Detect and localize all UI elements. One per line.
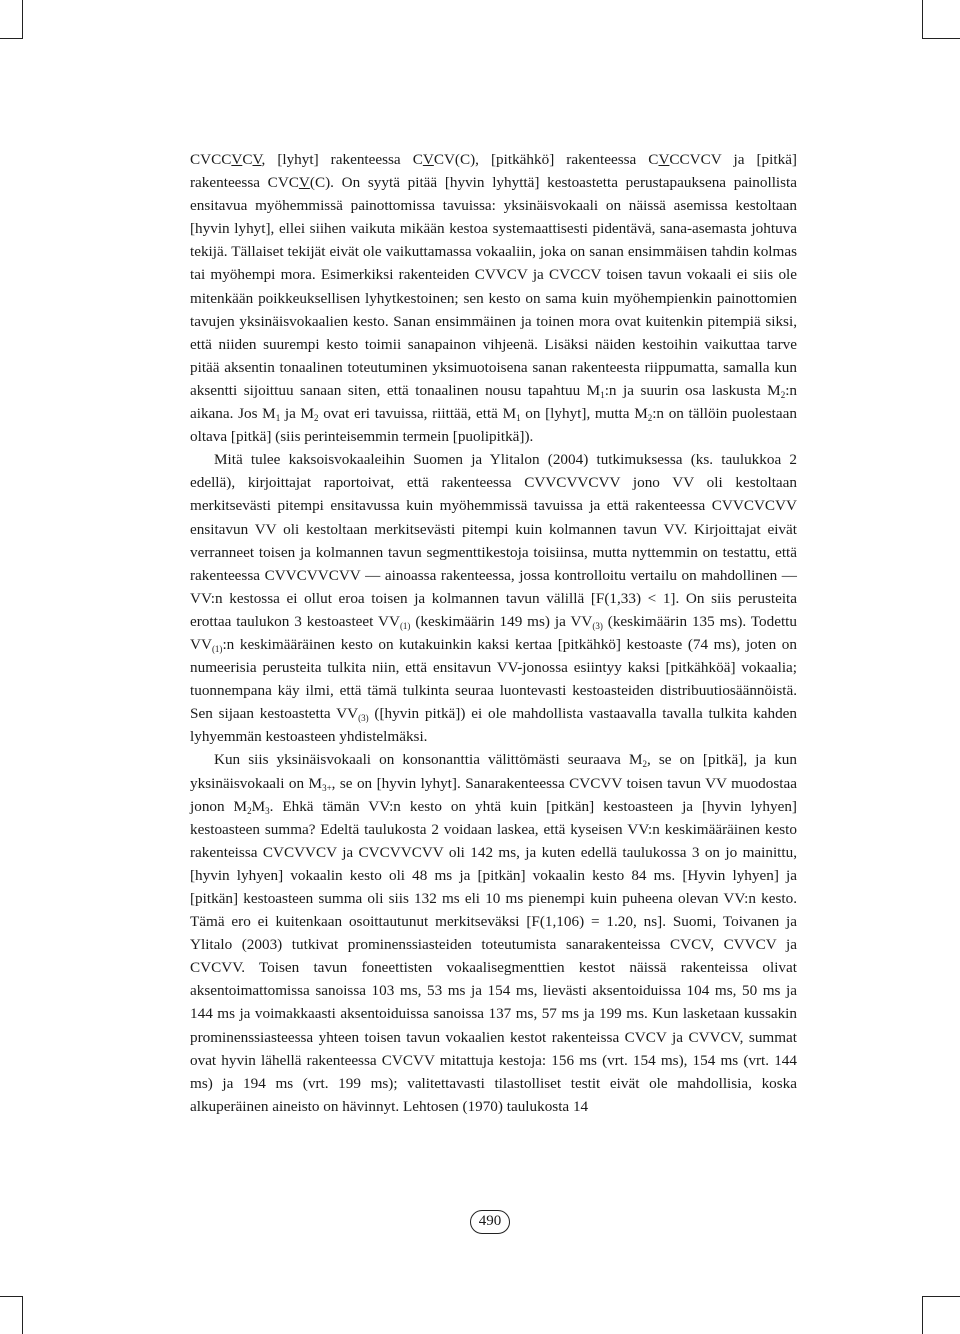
subscript: 1 (600, 389, 605, 400)
page-number: 490 (470, 1210, 510, 1234)
text-run: , se on [hyvin lyhyt]. Sanarakenteessa CVCVV toisen tavun VV muodostaa jonon M (190, 774, 797, 815)
subscript: 2 (647, 413, 653, 424)
subscript: 1 (275, 413, 281, 424)
underlined-vowel: V (298, 174, 310, 192)
text-run: , [lyhyt] rakenteessa C (261, 151, 423, 168)
text-run: on [lyhyt], mutta M (520, 405, 648, 423)
underlined-vowel: V (658, 151, 670, 168)
crop-mark-bottom-right-horizontal (922, 1296, 960, 1297)
body-text (190, 148, 797, 1118)
crop-mark-bottom-right-vertical (922, 1296, 923, 1334)
text-run: C (242, 151, 253, 168)
crop-mark-bottom-left-horizontal (0, 1296, 23, 1297)
text-run: (keskimäärin 149 ms) ja VV (410, 612, 593, 630)
paragraph-2 (190, 448, 797, 748)
text-run: M (251, 797, 266, 815)
text-run: Mitä tulee kaksoisvokaaleihin Suomen ja Ylitalon (2004) tutkimuksessa (ks. taulukkoa 2 edellä), kirjoittajat raportoivat, että rakenteessa CVVCVVCVV jono VV oli kestoltaan merkitsevästi pitempi ensitavussa kuin myöhemmissä tavuissa ja että rakenteessa CVVCVCVV ensitavun VV oli kestoltaan merkitsevästi pitempi kuin kolmannen tavun VV. Kirjoittajat eivät verranneet toisen ja kolmannen tavun segmenttikestoja toisiinsa, mutta nyttemmin on testattu, että rakenteessa CVVCVVCVV — ainoassa rakenteessa, jossa kontrolloitu vertailu on mahdollinen — VV:n kestossa ei ollut eroa toisen ja kolmannen tavun välillä [F(1,33) < 1]. On siis perusteita erottaa taulukon 3 kestoasteet VV (190, 451, 797, 630)
text-run: (keskimäärin 135 ms). Todettu VV (190, 612, 797, 653)
text-run: Kun siis yksinäisvokaali on konsonanttia välittömästi seuraava M (214, 751, 643, 769)
text-run: CVCC (190, 151, 232, 168)
text-run: :n aikana. Jos M (190, 381, 798, 423)
crop-mark-bottom-left-vertical (22, 1296, 23, 1334)
text-run: :n keskimääräinen kesto on kutakuinkin kaksi kertaa [pitkähkö] kestoaste (74 ms), joten on numeerisia perusteita tulkita niin, että ensitavun VV-jonossa esiintyy kaksi [pitkähköä] vokaalia; tuonnempana käy ilmi, että tämä tulkinta seuraa luontevasti kestoasteiden distribuutiosäännöistä. Sen sijaan kestoastetta VV (190, 635, 797, 723)
crop-mark-top-left-horizontal (0, 38, 23, 39)
subscript: 3 (265, 805, 270, 816)
paragraph-1 (190, 148, 797, 448)
text-run: , se on [pitkä], ja kun yksinäisvokaali on M (190, 751, 797, 792)
crop-mark-top-right-vertical (922, 0, 923, 38)
crop-mark-top-right-horizontal (922, 38, 960, 39)
subscript: (3) (358, 713, 369, 724)
subscript: 2 (247, 805, 252, 816)
subscript: 2 (642, 759, 647, 770)
text-run: :n ja suurin osa laskusta M (604, 381, 781, 399)
subscript: 1 (516, 413, 521, 424)
subscript: (3) (592, 620, 603, 631)
crop-mark-top-left-vertical (22, 0, 23, 38)
subscript: 2 (314, 413, 319, 424)
text-run: CCVCV ja [pitkä] rakenteessa CVC (190, 151, 797, 192)
text-run: ja M (280, 405, 315, 423)
subscript: 3+ (322, 782, 332, 793)
subscript: (1) (211, 643, 223, 654)
text-run: ([hyvin pitkä]) ei ole mahdollista vastaavalla tavalla tulkita kahden lyhyemmän kestoasteen yhdistelmäksi. (190, 705, 797, 746)
text-run: CV(C), [pitkähkö] rakenteessa C (433, 151, 659, 168)
subscript: 2 (780, 389, 786, 400)
subscript: (1) (399, 620, 411, 631)
text-run: :n on tällöin puolestaan oltava [pitkä] (siis perinteisemmin termein [puolipitkä]). (190, 405, 797, 446)
underlined-vowel: V (422, 151, 434, 168)
underlined-vowel: V (231, 151, 243, 168)
paragraph-3 (190, 748, 797, 1118)
underlined-vowel: V (252, 151, 262, 168)
text-run: (C). On syytä pitää [hyvin lyhyttä] kestoastetta perustapauksena painollista ensitavua myöhemmissä painottomissa tavuissa: yksinäisvokaali on näissä asemissa kestoltaan [hyvin lyhyt], ellei siihen vaikuta mikään kestoa systemaattisesti pidentävä, sana-asemasta johtuva tekijä. Tällaiset tekijät eivät ole vaikuttamassa vokaaliin, joka on sanan ensimmäisen tahdin kolmas tai myöhempi mora. Esimerkiksi rakenteiden CVVCV ja CVCCV toisen tavun vokaali ei siis ole mitenkään poikkeuksellisen lyhytkestoinen; sen kesto on sama kuin myöhempienkin painottomien tavujen yksinäisvokaalien kesto. Sanan ensimmäinen ja toinen mora ovat kuitenkin pitempiä siksi, että niiden suurempi kesto toimii sanapainon vihjeenä. Lisäksi näiden kestoihin vaikuttaa tarve pitää aksentin tonaalinen toteutuminen yksimuotoisena sanan rakenteesta riippumatta, samalla kun aksentti sijoittuu sanaan siten, että tonaalinen nousu tapahtuu M (190, 174, 798, 399)
text-run: . Ehkä tämän VV:n kesto on yhtä kuin [pitkän] kestoasteen ja [hyvin lyhyen] kestoasteen summa? Edeltä taulukosta 2 voidaan laskea, että kyseisen VV:n keskimääräinen kesto rakenteissa CVCVVCV ja CVCVVCVV oli 142 ms, ja kuten edellä taulukossa 3 on jo mainittu, [hyvin lyhyen] vokaalin kesto oli 48 ms ja [pitkän] vokaalin kesto 84 ms. [Hyvin lyhyen] ja [pitkän] kestoasteen summa oli siis 132 ms eli 10 ms pienempi kuin puheena olevan VV:n kesto. Tämä ero ei kuitenkaan osoittautunut merkitseväksi [F(1,106) = 1.20, ns]. Suomi, Toivanen ja Ylitalo (2003) tutkivat prominenssiasteiden toteutumista sanarakenteissa CVCV, CVVCV ja CVCVV. Toisen tavun foneettisten vokaalisegmenttien kestot näissä rakenteissa olivat aksentoimattomissa sanoissa 103 ms, 53 ms ja 154 ms, lievästi aksentoiduissa 104 ms, 50 ms ja 144 ms ja voimakkaasti aksentoiduissa sanoissa 137 ms, 57 ms ja 199 ms. Kun lasketaan kussakin prominenssiasteessa yhteen toisen tavun vokaalien kestot rakenteissa CVCV ja CVVCV, summat ovat hyvin lähellä rakenteessa CVCVV mitattuja kestoja: 156 ms (vrt. 154 ms), 154 ms (vrt. 144 ms) ja 194 ms (vrt. 199 ms); valitettavasti tilastolliset testit eivät ole mahdollisia, koska alkuperäinen aineisto on hävinnyt. Lehtosen (1970) taulukosta 14 (190, 797, 797, 1115)
text-run: ovat eri tavuissa, riittää, että M (318, 405, 517, 423)
